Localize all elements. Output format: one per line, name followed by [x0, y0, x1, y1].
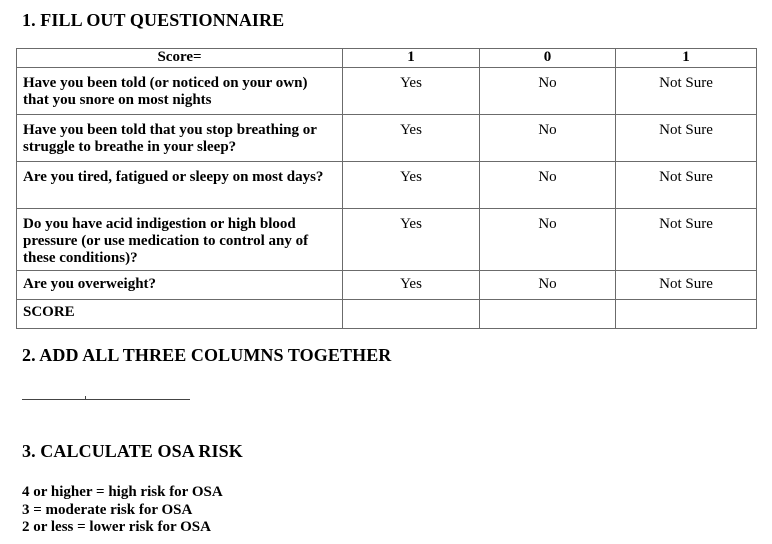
- section-title-fill-out: 1. FILL OUT QUESTIONNAIRE: [22, 10, 285, 30]
- table-header-row: [17, 49, 757, 68]
- risk-levels: [22, 484, 223, 537]
- score-value-no: 0: [480, 49, 616, 68]
- answer-no[interactable]: No: [480, 271, 616, 300]
- score-cell-no[interactable]: [480, 300, 616, 329]
- answer-yes[interactable]: Yes: [343, 68, 480, 115]
- table-row: [17, 115, 757, 162]
- answer-not-sure[interactable]: Not Sure: [616, 68, 757, 115]
- score-row: [17, 300, 757, 329]
- question-text: Have you been told (or noticed on your own) that you snore on most nights: [17, 68, 343, 115]
- risk-level-lower: 2 or less = lower risk for OSA: [22, 519, 211, 535]
- score-value-yes: 1: [343, 49, 480, 68]
- answer-not-sure[interactable]: Not Sure: [616, 209, 757, 271]
- total-blank-line[interactable]: [22, 399, 190, 400]
- score-value-not-sure: 1: [616, 49, 757, 68]
- question-text: Have you been told that you stop breathing or struggle to breathe in your sleep?: [17, 115, 343, 162]
- answer-no[interactable]: No: [480, 115, 616, 162]
- answer-no[interactable]: No: [480, 162, 616, 209]
- question-text: Are you overweight?: [17, 271, 343, 300]
- question-text: Do you have acid indigestion or high blood pressure (or use medication to control any of these conditions)?: [17, 209, 343, 271]
- blank-line-divider: [85, 396, 86, 400]
- question-text: Are you tired, fatigued or sleepy on most days?: [17, 162, 343, 209]
- answer-not-sure[interactable]: Not Sure: [616, 115, 757, 162]
- score-cell-yes[interactable]: [343, 300, 480, 329]
- score-cell-not-sure[interactable]: [616, 300, 757, 329]
- risk-level-high: 4 or higher = high risk for OSA: [22, 484, 223, 500]
- table-row: [17, 162, 757, 209]
- score-row-label: SCORE: [17, 300, 343, 329]
- answer-no[interactable]: No: [480, 209, 616, 271]
- answer-yes[interactable]: Yes: [343, 271, 480, 300]
- answer-yes[interactable]: Yes: [343, 209, 480, 271]
- answer-yes[interactable]: Yes: [343, 162, 480, 209]
- answer-not-sure[interactable]: Not Sure: [616, 162, 757, 209]
- table-row: [17, 271, 757, 300]
- table-row: [17, 68, 757, 115]
- section-title-add-columns: 2. ADD ALL THREE COLUMNS TOGETHER: [22, 345, 392, 365]
- questionnaire-table: [16, 48, 757, 329]
- answer-not-sure[interactable]: Not Sure: [616, 271, 757, 300]
- answer-no[interactable]: No: [480, 68, 616, 115]
- answer-yes[interactable]: Yes: [343, 115, 480, 162]
- risk-level-moderate: 3 = moderate risk for OSA: [22, 501, 193, 518]
- score-header-label: Score=: [17, 49, 343, 68]
- table-row: [17, 209, 757, 271]
- section-title-calculate-risk: 3. CALCULATE OSA RISK: [22, 441, 243, 461]
